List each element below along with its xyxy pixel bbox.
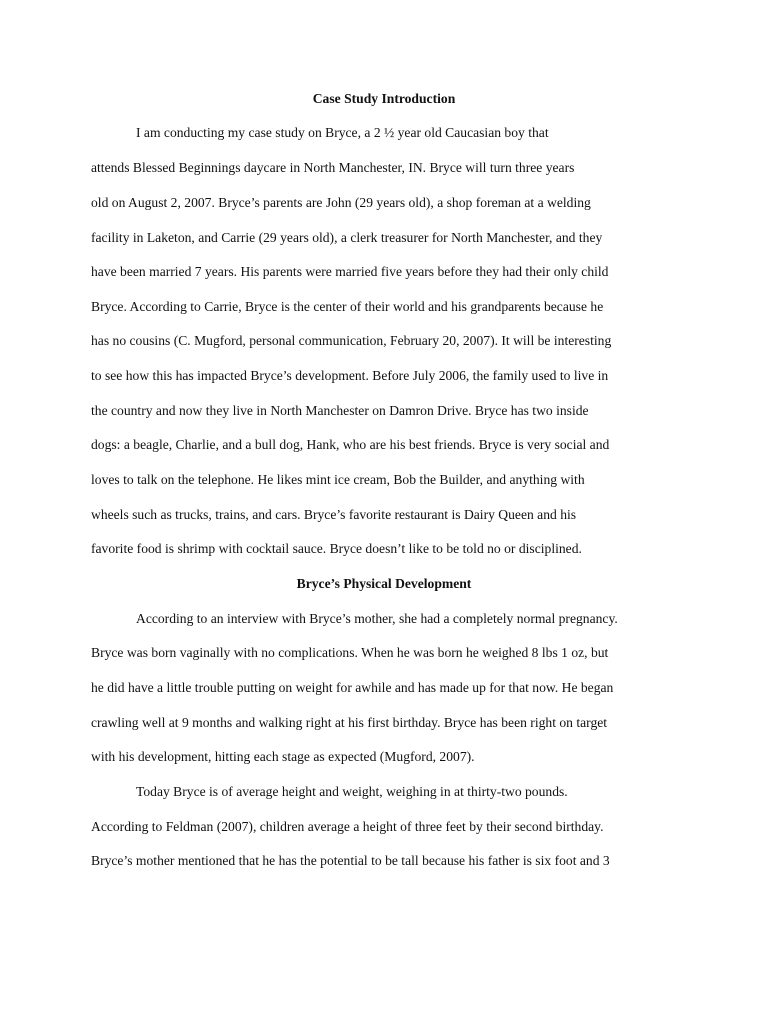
paragraph-line: has no cousins (C. Mugford, personal communication, February 20, 2007). It will be interesting xyxy=(91,333,612,348)
paragraph-line: with his development, hitting each stage as expected (Mugford, 2007). xyxy=(91,749,475,764)
paragraph-line: According to Feldman (2007), children average a height of three feet by their second birthday. xyxy=(91,819,604,834)
paragraph-line: have been married 7 years. His parents were married five years before they had their only child xyxy=(91,264,609,279)
paragraph-line: attends Blessed Beginnings daycare in North Manchester, IN. Bryce will turn three years xyxy=(91,160,575,175)
section-heading-introduction: Case Study Introduction xyxy=(312,91,456,106)
paragraph-line: to see how this has impacted Bryce’s development. Before July 2006, the family used to live in xyxy=(91,368,609,383)
paragraph-line: crawling well at 9 months and walking right at his first birthday. Bryce has been right on target xyxy=(91,715,608,730)
paragraph-line: wheels such as trucks, trains, and cars. Bryce’s favorite restaurant is Dairy Queen and his xyxy=(91,507,577,522)
paragraph-line: Bryce. According to Carrie, Bryce is the center of their world and his grandparents because he xyxy=(91,299,604,314)
paragraph-line: loves to talk on the telephone. He likes mint ice cream, Bob the Builder, and anything with xyxy=(91,472,585,487)
paragraph-line: Today Bryce is of average height and weight, weighing in at thirty-two pounds. xyxy=(136,784,568,799)
paragraph-line: dogs: a beagle, Charlie, and a bull dog, Hank, who are his best friends. Bryce is very social and xyxy=(91,437,610,452)
paragraph-line: favorite food is shrimp with cocktail sauce. Bryce doesn’t like to be told no or disciplined. xyxy=(91,541,582,556)
paragraph-line: facility in Laketon, and Carrie (29 years old), a clerk treasurer for North Manchester, and they xyxy=(91,230,603,245)
paragraph-line: I am conducting my case study on Bryce, a 2 ½ year old Caucasian boy that xyxy=(136,125,549,140)
paragraph-line: Bryce’s mother mentioned that he has the potential to be tall because his father is six foot and 3 xyxy=(91,853,610,868)
section-heading-physical-development: Bryce’s Physical Development xyxy=(296,576,472,591)
paragraph-line: he did have a little trouble putting on weight for awhile and has made up for that now. He began xyxy=(91,680,614,695)
paragraph-line: Bryce was born vaginally with no complications. When he was born he weighed 8 lbs 1 oz, but xyxy=(91,645,609,660)
paragraph-line: old on August 2, 2007. Bryce’s parents are John (29 years old), a shop foreman at a welding xyxy=(91,195,591,210)
paragraph-line: According to an interview with Bryce’s mother, she had a completely normal pregnancy. xyxy=(136,611,618,626)
paragraph-line: the country and now they live in North Manchester on Damron Drive. Bryce has two inside xyxy=(91,403,589,418)
